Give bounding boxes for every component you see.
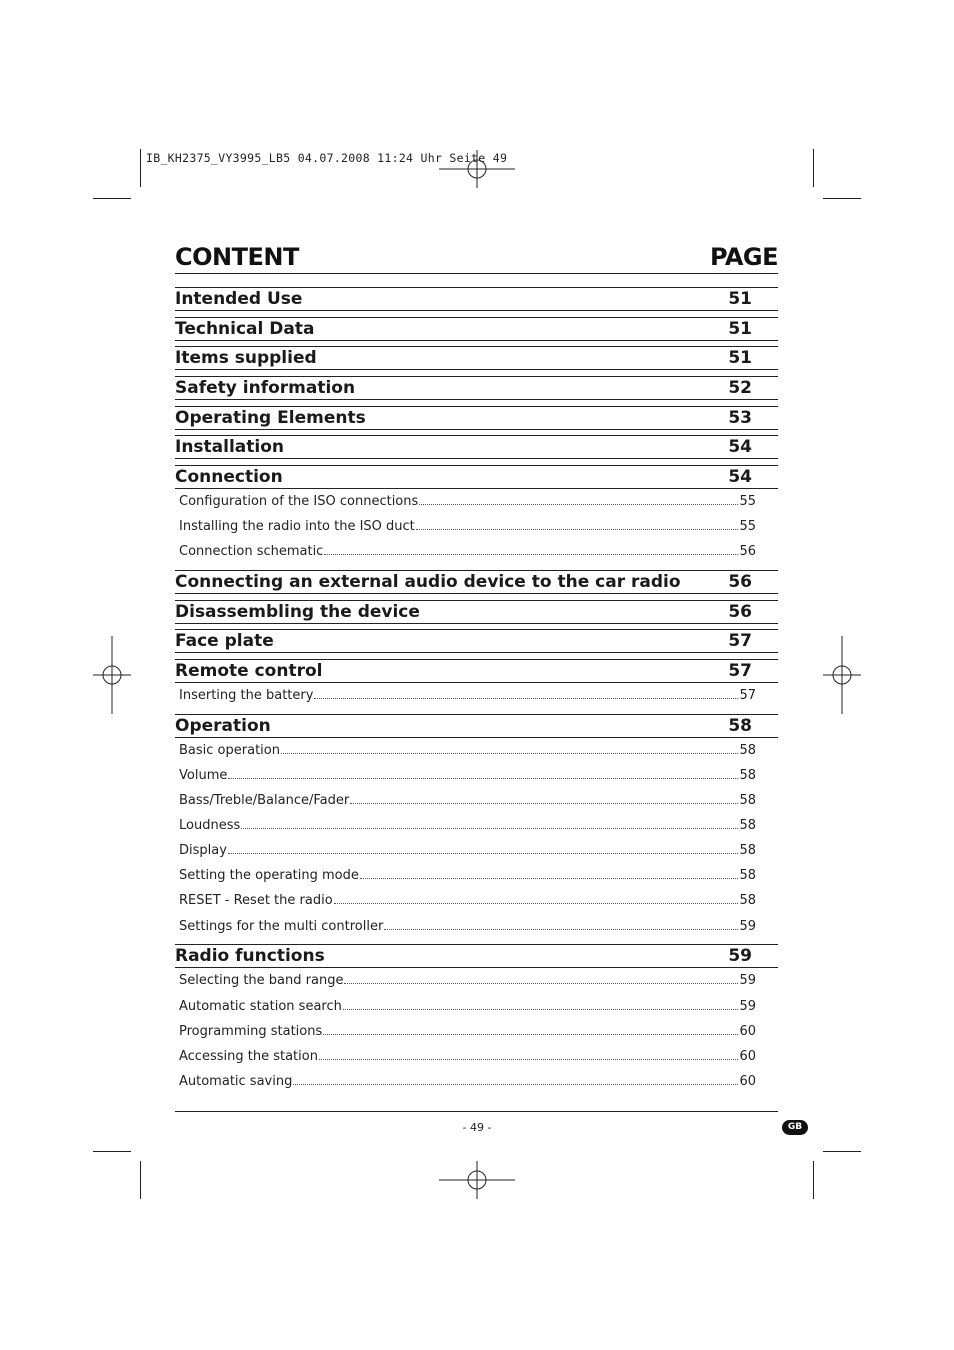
toc-subentry[interactable] <box>179 1024 756 1042</box>
toc-entry-title: Connecting an external audio device to the car radio <box>175 572 681 592</box>
toc-entry-title: Connection <box>175 467 283 487</box>
toc-subentry-page: 59 <box>739 999 756 1014</box>
toc-entry[interactable] <box>175 346 778 370</box>
toc-subentry-page: 57 <box>739 688 756 703</box>
toc-entry-title: Items supplied <box>175 348 317 368</box>
toc-subentry-page: 58 <box>739 843 756 858</box>
toc-subentry-title: Inserting the battery <box>179 688 314 703</box>
crop-mark <box>823 198 861 199</box>
toc-subentry-page: 58 <box>739 818 756 833</box>
toc-subentry-title: Selecting the band range <box>179 973 344 988</box>
toc-subentry-title: Accessing the station <box>179 1049 318 1064</box>
toc-subentry[interactable] <box>179 688 756 706</box>
dot-leader <box>293 1074 738 1085</box>
toc-subentry-title: Configuration of the ISO connections <box>179 494 419 509</box>
registration-mark-left <box>93 636 131 714</box>
toc-entry-title: Face plate <box>175 631 274 651</box>
toc-entry-page: 51 <box>728 289 752 309</box>
toc-entry-page: 56 <box>728 602 752 622</box>
toc-entry-title: Installation <box>175 437 285 457</box>
toc-entry[interactable] <box>175 376 778 400</box>
toc-subentry[interactable] <box>179 919 756 937</box>
toc-subentry-title: Connection schematic <box>179 544 324 559</box>
registration-mark-top <box>437 150 517 188</box>
toc-entry[interactable] <box>175 629 778 653</box>
dot-leader <box>228 843 739 854</box>
dot-leader <box>314 688 738 699</box>
toc-subentry-title: Setting the operating mode <box>179 868 359 883</box>
toc-subentry-title: Basic operation <box>179 743 280 758</box>
toc-entry-page: 57 <box>728 661 752 681</box>
toc-entry-title: Safety information <box>175 378 356 398</box>
toc-entry-page: 53 <box>728 408 752 428</box>
toc-entry-page: 51 <box>728 348 752 368</box>
toc-subentry[interactable] <box>179 973 756 991</box>
toc-entry-title: Disassembling the device <box>175 602 420 622</box>
dot-leader <box>281 743 738 754</box>
toc-subentry-page: 58 <box>739 743 756 758</box>
registration-mark-bottom <box>437 1161 517 1199</box>
toc-subentry-title: Automatic station search <box>179 999 342 1014</box>
toc-subentry-title: Loudness <box>179 818 241 833</box>
page-heading: PAGE <box>709 243 778 271</box>
toc-subentry[interactable] <box>179 793 756 811</box>
toc-entry-title: Remote control <box>175 661 323 681</box>
toc-subentry-title: Volume <box>179 768 228 783</box>
toc-subentry-page: 56 <box>739 544 756 559</box>
toc-entry[interactable] <box>175 714 778 738</box>
toc-subentry-page: 59 <box>739 919 756 934</box>
toc-entry-page: 54 <box>728 437 752 457</box>
dot-leader <box>360 868 739 879</box>
toc-subentry[interactable] <box>179 893 756 911</box>
dot-leader <box>319 1049 739 1060</box>
toc-entry[interactable] <box>175 600 778 624</box>
toc-subentry[interactable] <box>179 743 756 761</box>
toc-entry-page: 59 <box>728 946 752 966</box>
toc-subentry-title: Automatic saving <box>179 1074 293 1089</box>
dot-leader <box>343 999 739 1010</box>
toc-entry-page: 56 <box>728 572 752 592</box>
toc-subentry[interactable] <box>179 494 756 512</box>
crop-mark <box>813 149 814 187</box>
crop-mark <box>823 1151 861 1152</box>
toc-subentry[interactable] <box>179 544 756 562</box>
toc-subentry-page: 59 <box>739 973 756 988</box>
toc-subentry-page: 58 <box>739 868 756 883</box>
toc-entry[interactable] <box>175 465 778 489</box>
toc-subentry-page: 55 <box>739 494 756 509</box>
crop-mark <box>813 1161 814 1199</box>
toc-subentry-title: Programming stations <box>179 1024 323 1039</box>
toc-entry-page: 51 <box>728 319 752 339</box>
toc-subentry-title: RESET - Reset the radio <box>179 893 333 908</box>
toc-entry[interactable] <box>175 317 778 341</box>
dot-leader <box>241 818 738 829</box>
toc-subentry[interactable] <box>179 868 756 886</box>
dot-leader <box>334 893 739 904</box>
dot-leader <box>323 1024 738 1035</box>
dot-leader <box>344 973 738 984</box>
toc-subentry-page: 60 <box>739 1074 756 1089</box>
content-heading: CONTENT <box>175 243 299 271</box>
crop-mark <box>93 198 131 199</box>
toc-entry-title: Intended Use <box>175 289 303 309</box>
dot-leader <box>228 768 738 779</box>
toc-subentry-page: 60 <box>739 1024 756 1039</box>
toc-subentry[interactable] <box>179 768 756 786</box>
toc-entry-title: Operation <box>175 716 271 736</box>
dot-leader <box>324 544 738 555</box>
toc-entry[interactable] <box>175 406 778 430</box>
registration-mark-right <box>823 636 861 714</box>
toc-entry[interactable] <box>175 570 778 594</box>
crop-mark <box>140 149 141 187</box>
dot-leader <box>350 793 738 804</box>
toc-entry-title: Operating Elements <box>175 408 366 428</box>
dot-leader <box>384 919 738 930</box>
toc-subentry-page: 58 <box>739 793 756 808</box>
toc-subentry[interactable] <box>179 843 756 861</box>
toc-entry-page: 57 <box>728 631 752 651</box>
toc-subentry[interactable] <box>179 1074 756 1092</box>
toc-subentry[interactable] <box>179 818 756 836</box>
toc-entry[interactable] <box>175 287 778 311</box>
toc-entry-page: 54 <box>728 467 752 487</box>
crop-mark <box>140 1161 141 1199</box>
dot-leader <box>416 519 739 530</box>
toc-entry[interactable] <box>175 944 778 968</box>
toc-subentry-title: Settings for the multi controller <box>179 919 384 934</box>
toc-subentry-page: 55 <box>739 519 756 534</box>
toc-subentry-title: Display <box>179 843 227 858</box>
toc-subentry[interactable] <box>179 519 756 537</box>
toc-entry-page: 52 <box>728 378 752 398</box>
crop-mark <box>93 1151 131 1152</box>
language-badge: GB <box>782 1120 808 1135</box>
toc-entry[interactable] <box>175 435 778 459</box>
toc-subentry-title: Installing the radio into the ISO duct <box>179 519 415 534</box>
toc-subentry-page: 60 <box>739 1049 756 1064</box>
toc-entry-page: 58 <box>728 716 752 736</box>
print-info: IB_KH2375_VY3995_LB5 04.07.2008 11:24 Uhr Seite 49 <box>146 151 508 165</box>
toc-subentry[interactable] <box>179 999 756 1017</box>
dot-leader <box>419 494 738 505</box>
toc-subentry-page: 58 <box>739 893 756 908</box>
toc-entry-title: Radio functions <box>175 946 325 966</box>
page-number: - 49 - <box>462 1121 492 1134</box>
footer-divider <box>175 1111 778 1112</box>
toc-subentry[interactable] <box>179 1049 756 1067</box>
toc-subentry-title: Bass/Treble/Balance/Fader <box>179 793 350 808</box>
toc-entry-title: Technical Data <box>175 319 315 339</box>
toc-header <box>175 243 778 274</box>
toc-entry[interactable] <box>175 659 778 683</box>
toc-subentry-page: 58 <box>739 768 756 783</box>
